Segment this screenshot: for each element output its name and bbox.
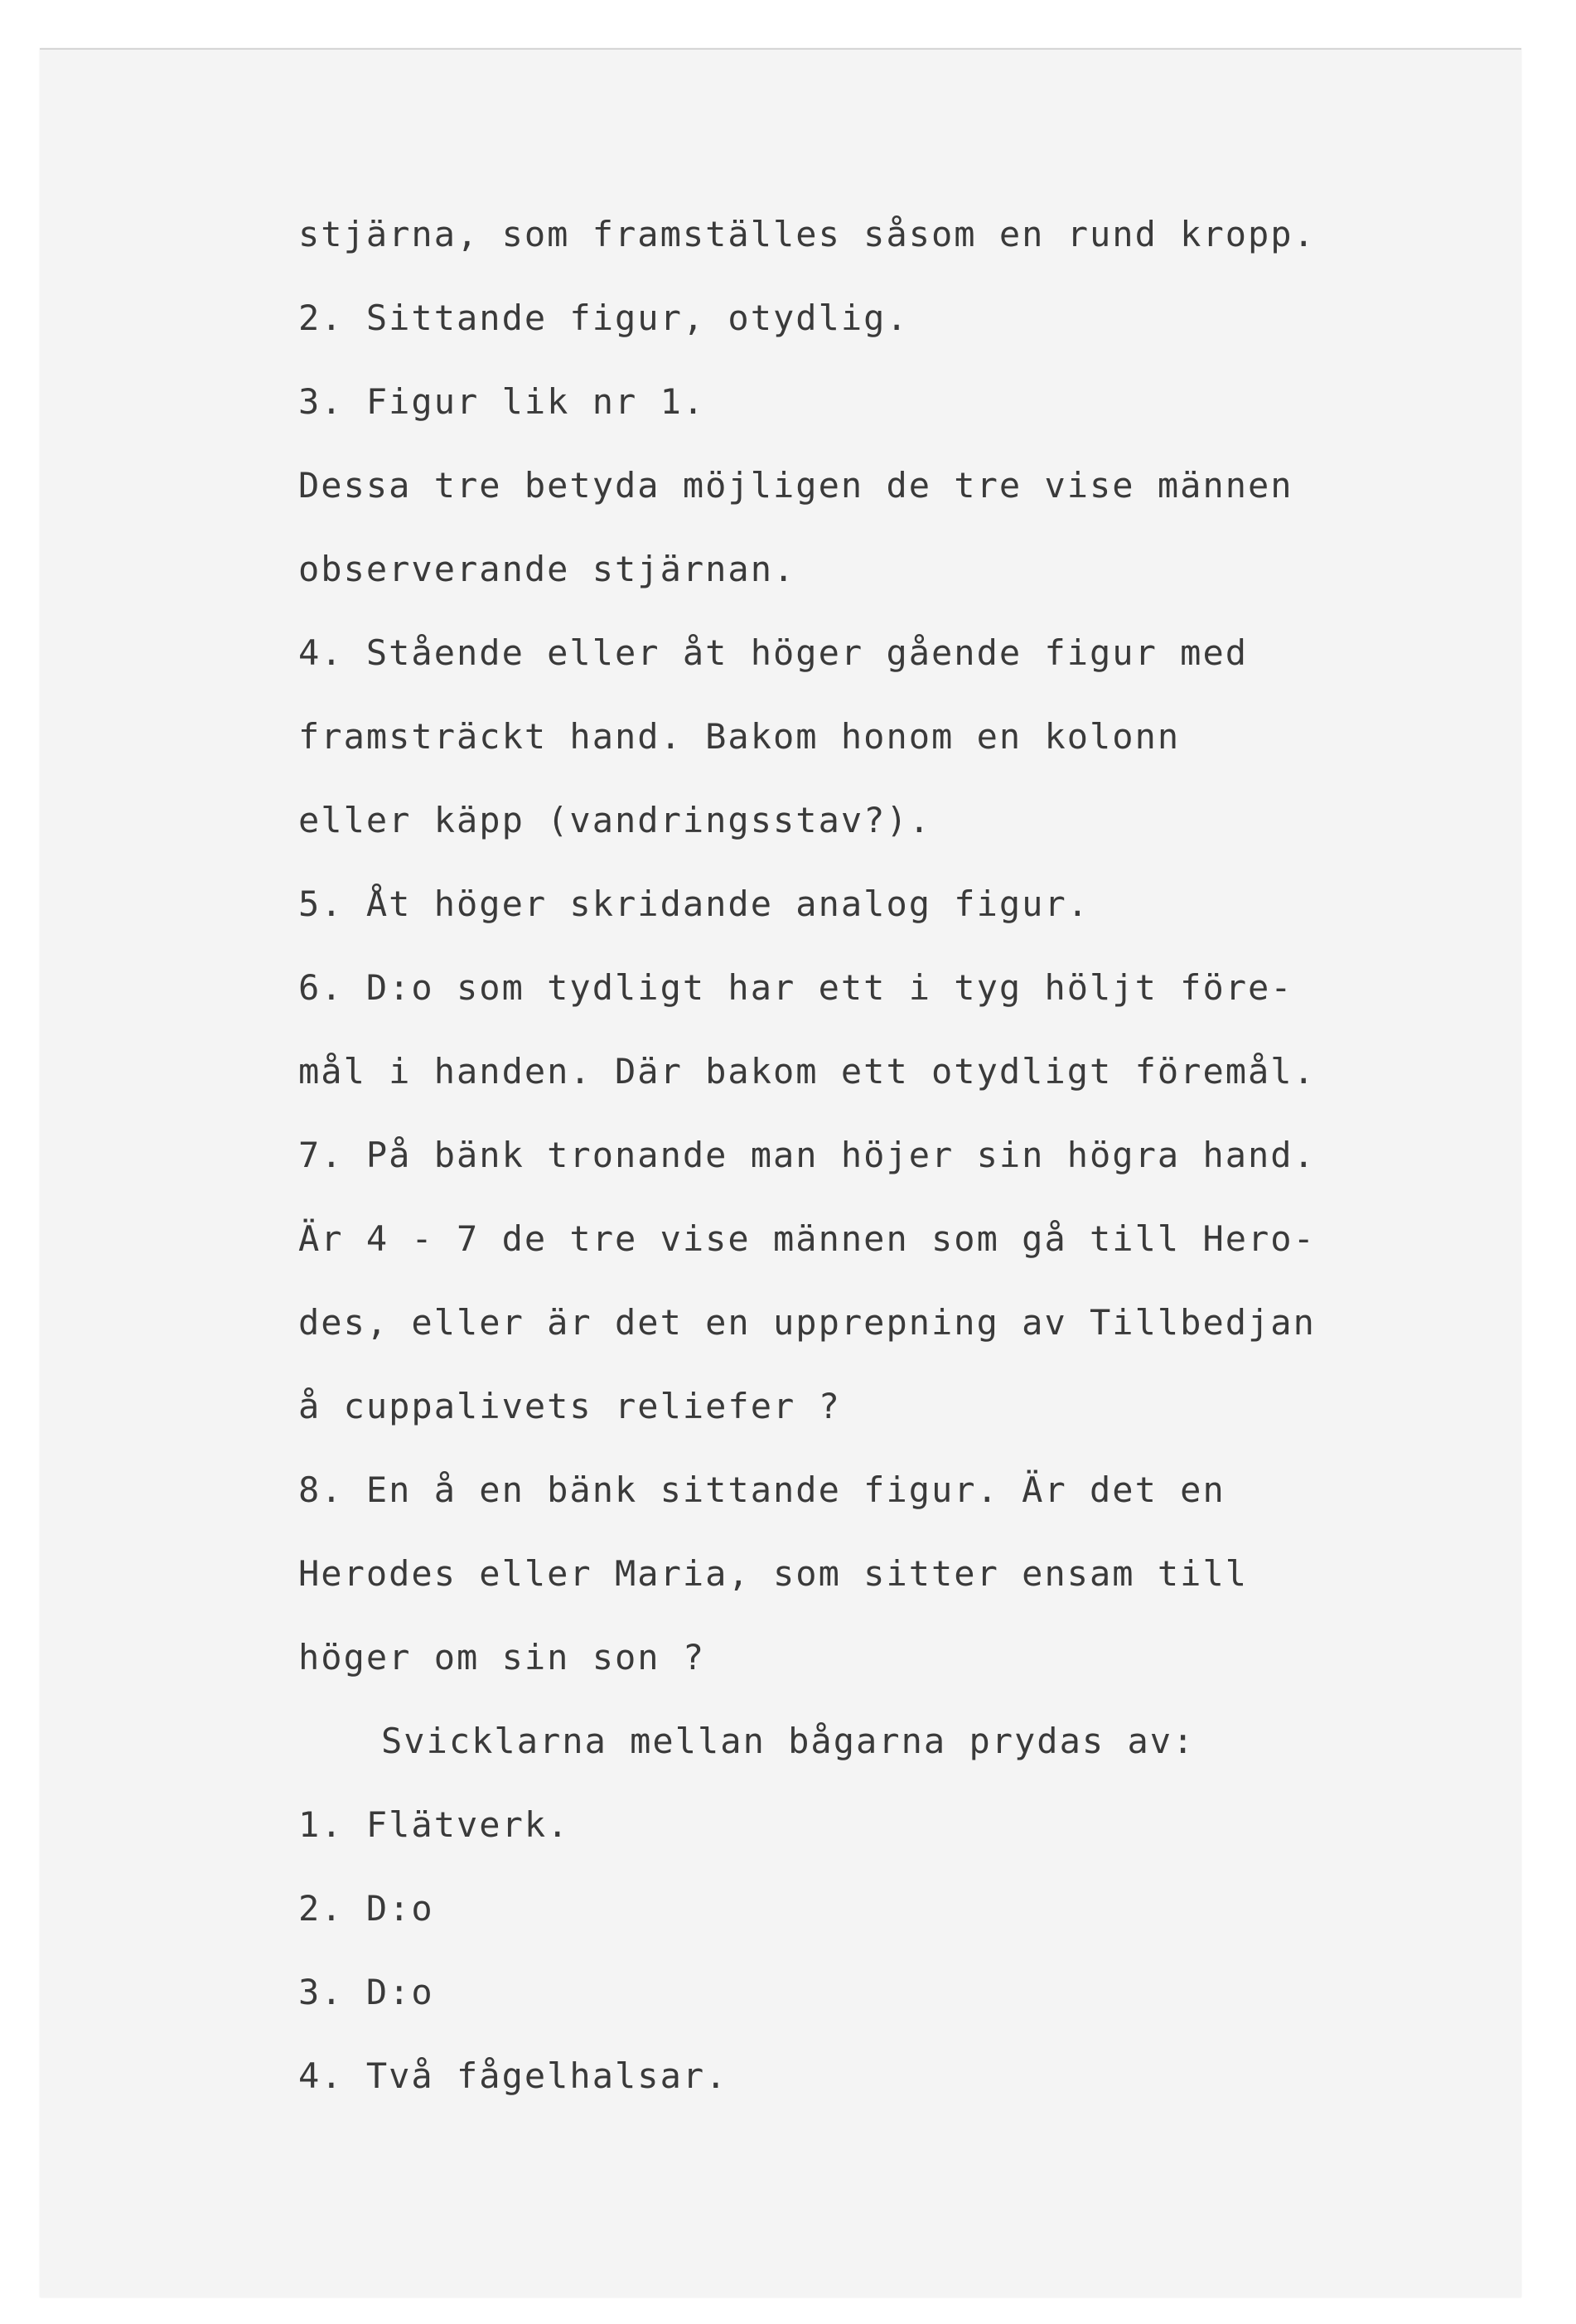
text-line: 2. Sittande figur, otydlig.: [298, 298, 909, 338]
text-line: höger om sin son ?: [298, 1637, 706, 1678]
document-page: [40, 48, 1521, 2297]
text-line: stjärna, som framställes såsom en rund kropp.: [298, 214, 1316, 254]
text-line: 4. Stående eller åt höger gående figur med: [298, 632, 1249, 673]
text-line: 7. På bänk tronande man höjer sin högra hand.: [298, 1135, 1316, 1175]
text-line: mål i handen. Där bakom ett otydligt föremål.: [298, 1051, 1316, 1092]
text-line: des, eller är det en upprepning av Tillbedjan: [298, 1302, 1316, 1343]
text-line: Dessa tre betyda möjligen de tre vise männen: [298, 465, 1293, 506]
text-line: 1. Flätverk.: [298, 1804, 570, 1845]
text-line: 3. Figur lik nr 1.: [298, 381, 706, 422]
text-line: 6. D:o som tydligt har ett i tyg höljt före-: [298, 967, 1293, 1008]
text-line: observerande stjärnan.: [298, 549, 796, 589]
text-line: Herodes eller Maria, som sitter ensam till: [298, 1553, 1249, 1594]
text-line: 4. Två fågelhalsar.: [298, 2055, 728, 2096]
text-line: 3. D:o: [298, 1972, 434, 2012]
text-line: Är 4 - 7 de tre vise männen som gå till Hero-: [298, 1218, 1316, 1259]
text-line: framsträckt hand. Bakom honom en kolonn: [298, 716, 1181, 757]
text-line: 8. En å en bänk sittande figur. Är det en: [298, 1469, 1226, 1510]
text-line: eller käpp (vandringsstav?).: [298, 800, 932, 840]
text-line: 5. Åt höger skridande analog figur.: [298, 884, 1090, 924]
typewritten-text: [298, 192, 1483, 2118]
text-line: 2. D:o: [298, 1888, 434, 1929]
text-line: Svicklarna mellan bågarna prydas av:: [381, 1721, 1196, 1761]
text-line: å cuppalivets reliefer ?: [298, 1386, 841, 1426]
